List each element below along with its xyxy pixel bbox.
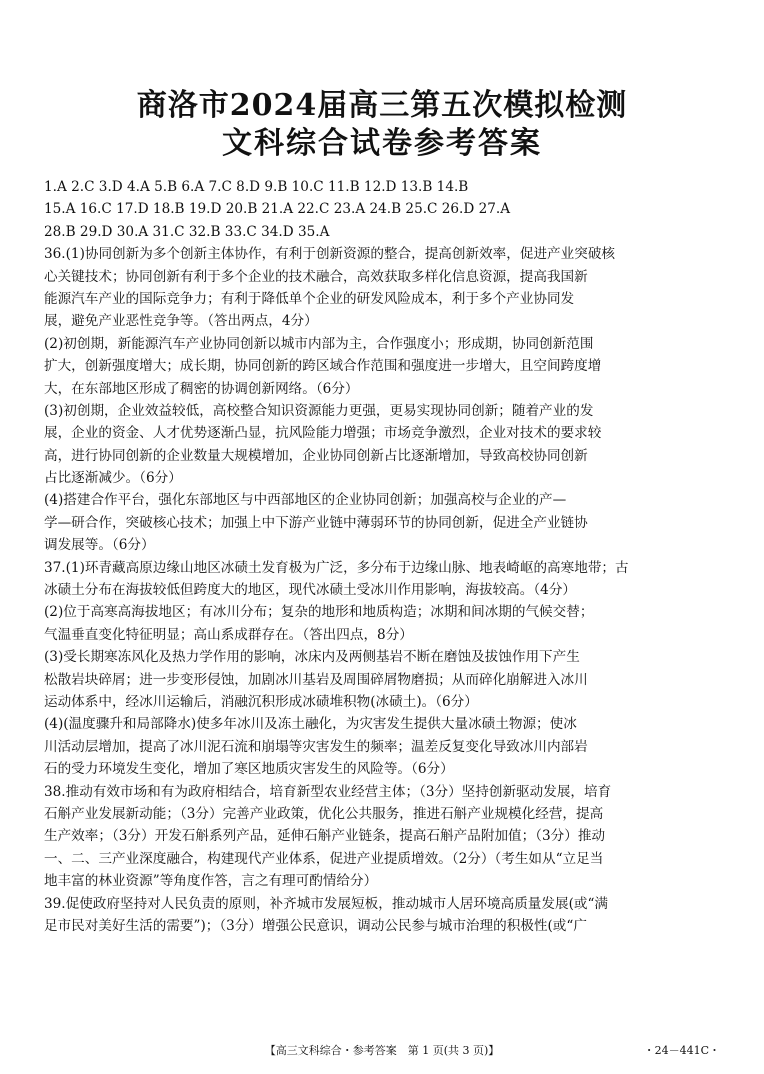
- text-line: 地丰富的林业资源”等角度作答，言之有理可酌情给分）: [44, 873, 378, 890]
- footer-code: ・24－441C・: [643, 1044, 720, 1057]
- page-title: 商洛市2024届高三第五次模拟检测: [136, 88, 628, 123]
- text-line: 1.A 2.C 3.D 4.A 5.B 6.A 7.C 8.D 9.B 10.C 11.B 12.D 13.B 14.B: [44, 179, 469, 195]
- text-line: 39.促使政府坚持对人民负责的原则，补齐城市发展短板，推动城市人居环境高质量发展(或“满: [44, 895, 609, 912]
- page-subtitle: 文科综合试卷参考答案: [222, 126, 542, 161]
- text-line: 38.推动有效市场和有为政府相结合，培育新型农业经营主体；（3分）坚持创新驱动发展，培育: [44, 783, 612, 800]
- text-line: 生产效率；（3分）开发石斛系列产品，延伸石斛产业链条，提高石斛产品附加值；（3分）推动: [44, 828, 606, 845]
- text-line: 展，企业的资金、人才优势逐渐凸显，抗风险能力增强；市场竞争激烈，企业对技术的要求较: [44, 425, 602, 442]
- text-line: 15.A 16.C 17.D 18.B 19.D 20.B 21.A 22.C 23.A 24.B 25.C 26.D 27.A: [44, 201, 511, 218]
- text-line: (3)受长期寒冻风化及热力学作用的影响，冰床内及两侧基岩不断在磨蚀及拔蚀作用下产生: [44, 649, 580, 666]
- text-line: 占比逐渐减少。（6分）: [44, 470, 182, 487]
- text-line: (4)搭建合作平台，强化东部地区与中西部地区的企业协同创新；加强高校与企业的产—: [44, 492, 567, 509]
- text-line: 高，进行协同创新的企业数量大规模增加，企业协同创新占比逐渐增加，导致高校协同创新: [44, 447, 588, 464]
- text-line: (2)位于高寒高海拔地区；有冰川分布；复杂的地形和地质构造；冰期和间冰期的气候交替；: [44, 604, 594, 621]
- page-footer: [0, 1042, 764, 1060]
- text-line: (3)初创期，企业效益较低，高校整合知识资源能力更强，更易实现协同创新；随着产业的发: [44, 402, 594, 419]
- text-line: 足市民对美好生活的需要”)；（3分）增强公民意识，调动公民参与城市治理的积极性(或“广: [44, 917, 587, 934]
- text-line: 一、二、三产业深度融合，构建现代产业体系，促进产业提质增效。（2分）（考生如从“立足当: [44, 850, 604, 867]
- text-line: 心关键技术；协同创新有利于多个企业的技术融合，高效获取多样化信息资源，提高我国新: [44, 268, 588, 285]
- text-line: 川活动层增加，提高了冰川泥石流和崩塌等灾害发生的频率；温差反复变化导致冰川内部岩: [44, 738, 588, 755]
- text-line: 冰碛土分布在海拔较低但跨度大的地区，现代冰碛土受冰川作用影响，海拔较高。（4分）: [44, 582, 577, 599]
- text-line: 大，在东部地区形成了稠密的协调创新网络。（6分）: [44, 380, 359, 397]
- text-line: 扩大，创新强度增大；成长期，协同创新的跨区域合作范围和强度进一步增大，且空间跨度增: [44, 358, 602, 375]
- text-line: 气温垂直变化特征明显；高山系成群存在。（答出四点，8分）: [44, 626, 413, 643]
- text-line: 石斛产业发展新动能；（3分）完善产业政策，优化公共服务，推进石斛产业规模化经营，提高: [44, 805, 604, 822]
- text-line: 展，避免产业恶性竞争等。（答出两点，4分）: [44, 313, 318, 330]
- text-line: 28.B 29.D 30.A 31.C 32.B 33.C 34.D 35.A: [44, 223, 330, 240]
- text-line: (4)(温度骤升和局部降水)使多年冰川及冻土融化，为灾害发生提供大量冰碛土物源；使冰: [44, 716, 577, 733]
- text-line: 36.(1)协同创新为多个创新主体协作，有利于创新资源的整合，提高创新效率，促进产业突破核: [44, 246, 616, 263]
- text-line: (2)初创期，新能源汽车产业协同创新以城市内部为主，合作强度小；形成期，协同创新范围: [44, 335, 594, 352]
- text-line: 调发展等。（6分）: [44, 537, 155, 554]
- footer-page-info: 【高三文科综合・参考答案 第 1 页(共 3 页)】: [264, 1044, 500, 1057]
- text-line: 运动体系中，经冰川运输后，消融沉积形成冰碛堆积物(冰碛土)。（6分）: [44, 693, 478, 710]
- text-line: 松散岩块碎屑；进一步变形侵蚀，加剧冰川基岩及周围碎屑物磨损；从而碎化崩解进入冰川: [44, 671, 588, 688]
- answer-content: [44, 176, 724, 937]
- text-line: 37.(1)环青藏高原边缘山地区冰碛土发育极为广泛，多分布于边缘山脉、地表崎岖的高寒地带；古: [44, 559, 629, 576]
- text-line: 学—研合作，突破核心技术；加强上中下游产业链中薄弱环节的协同创新，促进全产业链协: [44, 514, 588, 531]
- text-line: 能源汽车产业的国际竞争力；有利于降低单个企业的研发风险成本，利于多个产业协同发: [44, 290, 575, 307]
- text-line: 石的受力环境发生变化，增加了寒区地质灾害发生的风险等。（6分）: [44, 761, 454, 778]
